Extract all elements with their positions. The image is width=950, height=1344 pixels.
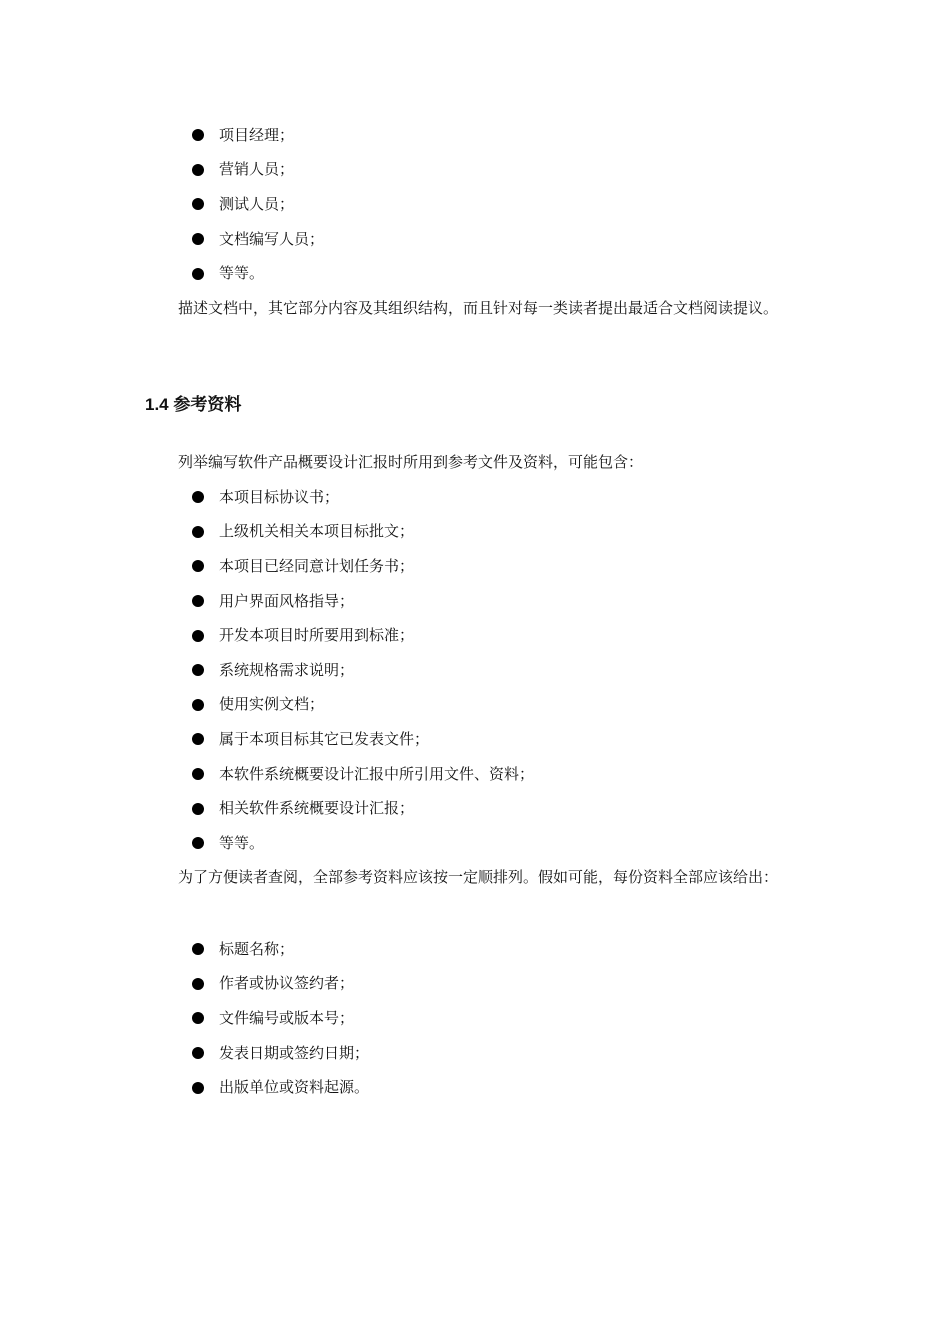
bullet-icon	[192, 978, 204, 990]
list-item: 本项目标协议书；	[190, 480, 534, 515]
audience-list	[190, 118, 324, 291]
bullet-icon	[192, 233, 204, 245]
list-item: 出版单位或资料起源。	[190, 1070, 369, 1105]
list-item: 文件编号或版本号；	[190, 1001, 369, 1036]
list-item: 营销人员；	[190, 153, 324, 188]
list-item: 本软件系统概要设计汇报中所引用文件、资料；	[190, 757, 534, 792]
list-item: 文档编写人员；	[190, 222, 324, 257]
list-item: 作者或协议签约者；	[190, 967, 369, 1002]
order-paragraph: 为了方便读者查阅，全部参考资料应该按一定顺排列。假如可能，每份资料全部应该给出：	[178, 868, 779, 886]
list-item: 相关软件系统概要设计汇报；	[190, 791, 534, 826]
list-item: 用户界面风格指导；	[190, 584, 534, 619]
section-heading: 1.4 参考资料	[145, 395, 242, 414]
bullet-icon	[192, 129, 204, 141]
bullet-icon	[192, 837, 204, 849]
bullet-icon	[192, 768, 204, 780]
bullet-icon	[192, 943, 204, 955]
bullet-icon	[192, 198, 204, 210]
bullet-icon	[192, 268, 204, 280]
reference-list	[190, 480, 534, 861]
list-item: 等等。	[190, 826, 534, 861]
fields-list	[190, 932, 369, 1105]
bullet-icon	[192, 491, 204, 503]
bullet-icon	[192, 1047, 204, 1059]
bullet-icon	[192, 699, 204, 711]
readers-paragraph: 描述文档中，其它部分内容及其组织结构，而且针对每一类读者提出最适合文档阅读提议。	[178, 299, 779, 317]
list-item: 上级机关相关本项目标批文；	[190, 515, 534, 550]
bullet-icon	[192, 803, 204, 815]
list-item: 使用实例文档；	[190, 688, 534, 723]
list-item: 本项目已经同意计划任务书；	[190, 549, 534, 584]
list-item: 开发本项目时所要用到标准；	[190, 618, 534, 653]
bullet-icon	[192, 630, 204, 642]
bullet-icon	[192, 595, 204, 607]
bullet-icon	[192, 164, 204, 176]
bullet-icon	[192, 526, 204, 538]
list-item: 等等。	[190, 256, 324, 291]
bullet-icon	[192, 664, 204, 676]
bullet-icon	[192, 1082, 204, 1094]
list-item: 发表日期或签约日期；	[190, 1036, 369, 1071]
section-intro: 列举编写软件产品概要设计汇报时所用到参考文件及资料，可能包含：	[178, 453, 644, 471]
list-item: 系统规格需求说明；	[190, 653, 534, 688]
list-item: 测试人员；	[190, 187, 324, 222]
list-item: 属于本项目标其它已发表文件；	[190, 722, 534, 757]
bullet-icon	[192, 733, 204, 745]
bullet-icon	[192, 560, 204, 572]
bullet-icon	[192, 1012, 204, 1024]
list-item: 标题名称；	[190, 932, 369, 967]
list-item: 项目经理；	[190, 118, 324, 153]
